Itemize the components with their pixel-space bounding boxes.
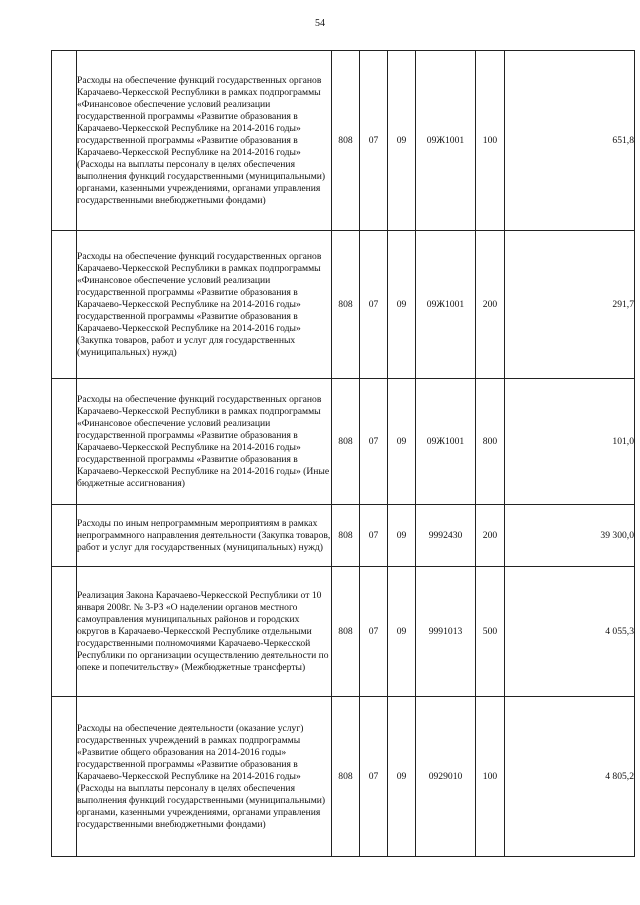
row-description: Расходы на обеспечение функций государственных органов Карачаево-Черкесской Республики в рамках подпрограммы «Финансовое обеспечение условий реализации государственной программы «Развитие образования в Карачаево-Черкесской Республике на 2014-2016 годы» государственной программы «Развитие образования в Карачаево-Черкесской Республике на 2014-2016 годы» (Иные бюджетные ассигнования) (77, 379, 332, 505)
row-gov-code: 808 (332, 231, 360, 379)
row-gov-code: 808 (332, 505, 360, 567)
row-description: Расходы на обеспечение функций государственных органов Карачаево-Черкесской Республики в рамках подпрограммы «Финансовое обеспечение условий реализации государственной программы «Развитие образования в Карачаево-Черкесской Республике на 2014-2016 годы» государственной программы «Развитие образования в Карачаево-Черкесской Республике на 2014-2016 годы» (Закупка товаров, работ и услуг для государственных (муниципальных) нужд) (77, 231, 332, 379)
row-amount: 4 055,3 (505, 567, 635, 697)
row-subsection-code: 09 (388, 567, 416, 697)
row-expense-type: 200 (476, 505, 505, 567)
row-gutter-cell (52, 231, 77, 379)
row-amount: 651,8 (505, 51, 635, 231)
row-description: Расходы на обеспечение деятельности (оказание услуг) государственных учреждений в рамках подпрограммы «Развитие общего образования на 2014-2016 годы» государственной программы «Развитие образования в Карачаево-Черкесской Республике на 2014-2016 годы» (Расходы на выплаты персоналу в целях обеспечения выполнения функций государственными (муниципальными) органами, казенными учреждениями, органами управления государственными внебюджетными фондами) (77, 697, 332, 857)
row-section-code: 07 (360, 567, 388, 697)
row-article-code: 9992430 (416, 505, 476, 567)
table-row (52, 379, 635, 505)
row-gov-code: 808 (332, 697, 360, 857)
row-amount: 4 805,2 (505, 697, 635, 857)
row-section-code: 07 (360, 697, 388, 857)
row-gutter-cell (52, 567, 77, 697)
table-row (52, 231, 635, 379)
row-expense-type: 100 (476, 51, 505, 231)
row-gov-code: 808 (332, 51, 360, 231)
row-subsection-code: 09 (388, 51, 416, 231)
row-gov-code: 808 (332, 567, 360, 697)
row-section-code: 07 (360, 231, 388, 379)
table-row (52, 51, 635, 231)
row-section-code: 07 (360, 379, 388, 505)
budget-table (51, 50, 635, 857)
row-amount: 39 300,0 (505, 505, 635, 567)
row-article-code: 0929010 (416, 697, 476, 857)
row-subsection-code: 09 (388, 505, 416, 567)
row-gutter-cell (52, 51, 77, 231)
row-expense-type: 200 (476, 231, 505, 379)
row-amount: 101,0 (505, 379, 635, 505)
table-row (52, 505, 635, 567)
row-article-code: 9991013 (416, 567, 476, 697)
row-gutter-cell (52, 697, 77, 857)
table-row (52, 697, 635, 857)
row-description: Расходы на обеспечение функций государственных органов Карачаево-Черкесской Республики в рамках подпрограммы «Финансовое обеспечение условий реализации государственной программы «Развитие образования в Карачаево-Черкесской Республике на 2014-2016 годы» государственной программы «Развитие образования в Карачаево-Черкесской Республике на 2014-2016 годы» (Расходы на выплаты персоналу в целях обеспечения выполнения функций государственными (муниципальными) органами, казенными учреждениями, органами управления государственными внебюджетными фондами) (77, 51, 332, 231)
row-description: Расходы по иным непрограммным мероприятиям в рамках непрограммного направления деятельности (Закупка товаров, работ и услуг для государственных (муниципальных) нужд) (77, 505, 332, 567)
row-expense-type: 800 (476, 379, 505, 505)
row-amount: 291,7 (505, 231, 635, 379)
row-gov-code: 808 (332, 379, 360, 505)
row-expense-type: 100 (476, 697, 505, 857)
row-section-code: 07 (360, 51, 388, 231)
row-gutter-cell (52, 379, 77, 505)
row-gutter-cell (52, 505, 77, 567)
table-row (52, 567, 635, 697)
row-expense-type: 500 (476, 567, 505, 697)
row-description: Реализация Закона Карачаево-Черкесской Республики от 10 января 2008г. № 3-РЗ «О наделении органов местного самоуправления муниципальных районов и городских округов в Карачаево-Черкесской Республике отдельными государственными полномочиями Карачаево-Черкесской Республики по организации осуществлению деятельности по опеке и попечительству» (Межбюджетные трансферты) (77, 567, 332, 697)
row-section-code: 07 (360, 505, 388, 567)
page-number: 54 (315, 18, 325, 29)
row-subsection-code: 09 (388, 231, 416, 379)
row-article-code: 09Ж1001 (416, 51, 476, 231)
row-subsection-code: 09 (388, 697, 416, 857)
row-article-code: 09Ж1001 (416, 379, 476, 505)
row-article-code: 09Ж1001 (416, 231, 476, 379)
row-subsection-code: 09 (388, 379, 416, 505)
